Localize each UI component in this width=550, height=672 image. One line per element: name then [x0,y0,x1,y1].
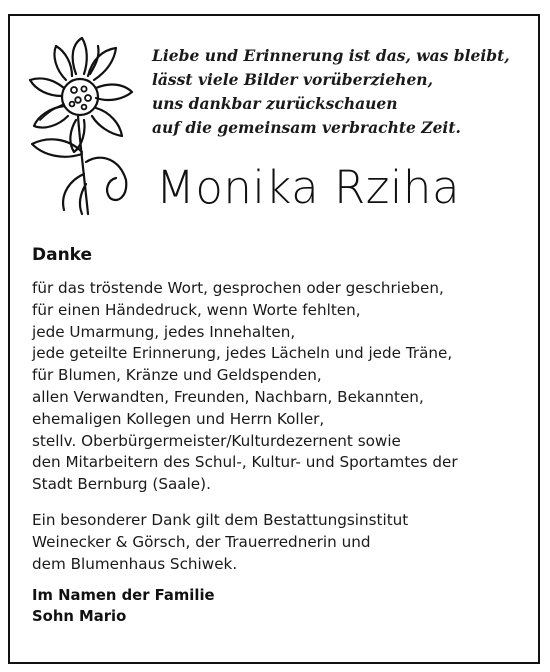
text-line: für einen Händedruck, wenn Worte fehlten, [32,300,361,319]
sunflower-drawing-icon [26,34,138,218]
verse-line: Liebe und Erinnerung ist das, was bleibt, [152,46,510,65]
text-line: jede geteilte Erinnerung, jedes Lächeln und jede Träne, [32,344,453,363]
text-line: für Blumen, Kränze und Geldspenden, [32,366,322,385]
text-line: den Mitarbeitern des Schul-, Kultur- und Sportamtes der [32,453,458,472]
memorial-verse [152,44,532,140]
text-line: allen Verwandten, Freunden, Nachbarn, Bekannten, [32,387,424,406]
verse-line: uns dankbar zurückschauen [152,94,398,113]
text-line: für das tröstende Wort, gesprochen oder geschrieben, [32,279,444,297]
signature-line: Im Namen der Familie [32,587,215,604]
family-signature [32,585,215,627]
signature-line: Sohn Mario [32,608,127,625]
text-line: dem Blumenhaus Schiwek. [32,554,238,573]
text-line: stellv. Oberbürgermeister/Kulturdezernent sowie [32,431,401,450]
thanks-heading: Danke [32,245,93,265]
text-line: Weinecker & Görsch, der Trauerrednerin und [32,532,371,551]
thanks-paragraph [32,278,537,496]
text-line: Stadt Bernburg (Saale). [32,475,211,494]
deceased-name: Monika Rziha [156,161,461,214]
verse-line: lässt viele Bilder vorüberziehen, [152,70,433,89]
text-line: Ein besonderer Dank gilt dem Bestattungsinstitut [32,511,409,529]
text-line: jede Umarmung, jedes Innehalten, [32,322,296,341]
verse-line: auf die gemeinsam verbrachte Zeit. [152,118,461,137]
special-thanks-paragraph [32,510,537,575]
text-line: ehemaligen Kollegen und Herrn Koller, [32,409,325,428]
